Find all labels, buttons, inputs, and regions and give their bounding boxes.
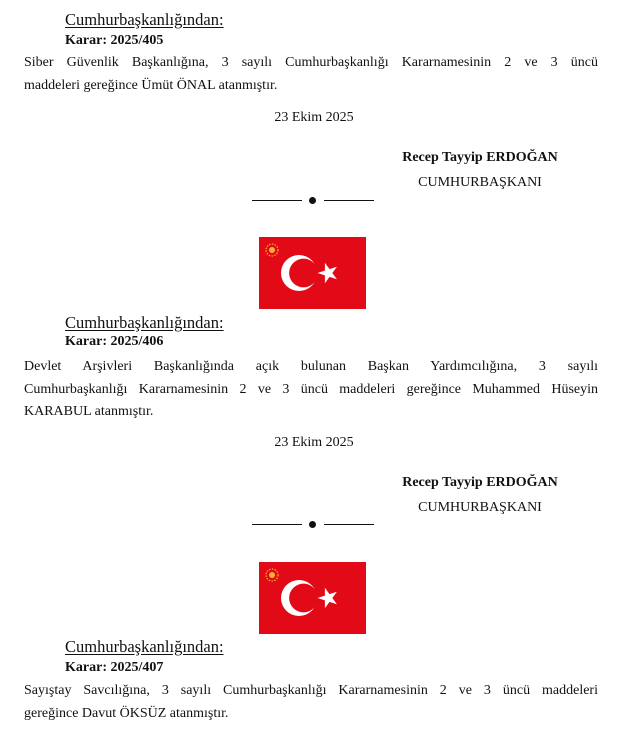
decree-date: 23 Ekim 2025 [274, 110, 354, 125]
decree-text [24, 52, 598, 97]
decree-text-line: maddeleri gereğince Ümüt ÖNAL atanmıştır. [24, 77, 278, 93]
section-separator [252, 520, 374, 530]
issuer-heading: Cumhurbaşkanlığından: [65, 637, 224, 656]
decree-text-line: Sayıştay Savcılığına, 3 sayılı Cumhurbaşkanlığı Kararnamesinin 2 ve 3 üncü maddeleri [24, 683, 598, 698]
signer-name: Recep Tayyip ERDOĞAN [402, 150, 558, 165]
decree-text-line: Devlet Arşivleri Başkanlığında açık bulunan Başkan Yardımcılığına, 3 sayılı [24, 359, 598, 374]
decree-text-line: gereğince Davut ÖKSÜZ atanmıştır. [24, 705, 229, 721]
presidential-flag-icon [259, 562, 366, 634]
signer-title: CUMHURBAŞKANI [418, 175, 542, 190]
signer-title: CUMHURBAŞKANI [418, 500, 542, 515]
separator-dot-icon [309, 521, 316, 528]
decree-text-line: Cumhurbaşkanlığı Kararnamesinin 2 ve 3 üncü maddeleri gereğince Muhammed Hüseyin [24, 381, 598, 397]
signer-name: Recep Tayyip ERDOĞAN [402, 475, 558, 490]
section-separator [252, 196, 374, 206]
decree-text [24, 356, 598, 424]
decree-number: Karar: 2025/406 [65, 334, 164, 349]
decree-number: Karar: 2025/405 [65, 33, 164, 48]
separator-dot-icon [309, 197, 316, 204]
issuer-heading: Cumhurbaşkanlığından: [65, 10, 224, 29]
decree-number: Karar: 2025/407 [65, 660, 164, 675]
decree-text [24, 680, 598, 725]
decree-date: 23 Ekim 2025 [274, 435, 354, 450]
decree-text-line: Siber Güvenlik Başkanlığına, 3 sayılı Cumhurbaşkanlığı Kararnamesinin 2 ve 3 üncü [24, 55, 598, 70]
issuer-heading: Cumhurbaşkanlığından: [65, 313, 224, 332]
presidential-flag-icon [259, 237, 366, 309]
decree-text-line: KARABUL atanmıştır. [24, 404, 154, 419]
